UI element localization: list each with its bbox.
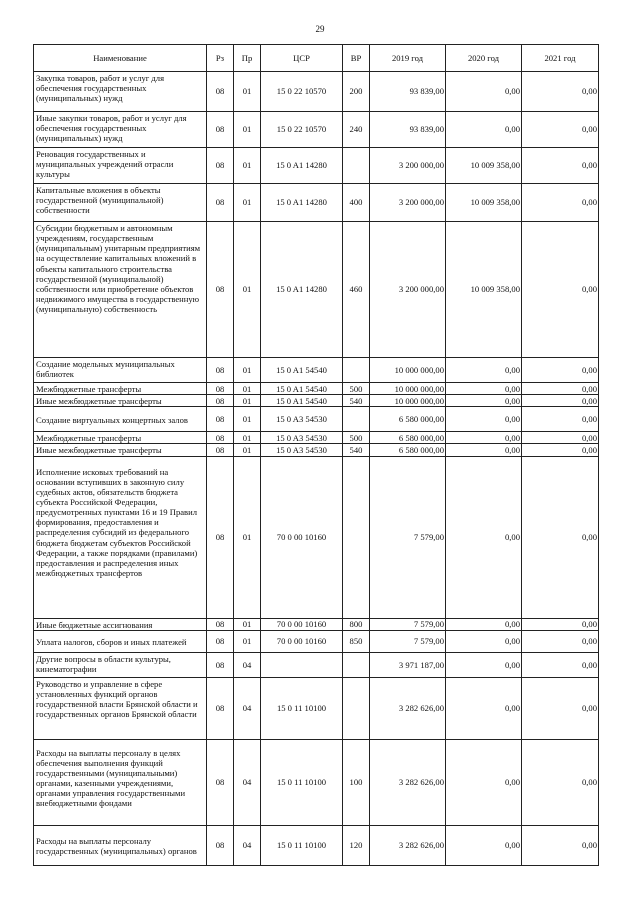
row-2020: 0,00: [446, 383, 522, 395]
row-vr: [343, 652, 370, 677]
row-2019: 93 839,00: [370, 112, 446, 148]
row-pr: 01: [234, 630, 261, 652]
row-name: Межбюджетные трансферты: [34, 432, 207, 444]
row-csr: 15 0 A1 14280: [261, 148, 343, 184]
row-2021: 0,00: [522, 72, 599, 112]
row-2020: 0,00: [446, 407, 522, 432]
table-row: [34, 222, 599, 358]
row-rz: 08: [207, 456, 234, 618]
table-row: [34, 444, 599, 456]
row-2020: 0,00: [446, 72, 522, 112]
row-2019: 93 839,00: [370, 72, 446, 112]
header-name: Наименование: [34, 45, 207, 72]
row-2019: 7 579,00: [370, 618, 446, 630]
row-rz: 08: [207, 739, 234, 825]
row-vr: [343, 148, 370, 184]
row-2019: 3 200 000,00: [370, 184, 446, 222]
row-2021: 0,00: [522, 652, 599, 677]
row-rz: 08: [207, 72, 234, 112]
row-2020: 0,00: [446, 112, 522, 148]
table-row: [34, 618, 599, 630]
row-2021: 0,00: [522, 222, 599, 358]
row-csr: 15 0 22 10570: [261, 112, 343, 148]
row-2019: 3 282 626,00: [370, 825, 446, 865]
budget-table: [33, 44, 599, 866]
row-2020: 0,00: [446, 456, 522, 618]
row-csr: 15 0 11 10100: [261, 677, 343, 739]
row-vr: 400: [343, 184, 370, 222]
table-row: [34, 148, 599, 184]
table-row: [34, 407, 599, 432]
row-2020: 0,00: [446, 618, 522, 630]
row-2021: 0,00: [522, 432, 599, 444]
row-csr: 15 0 A1 54540: [261, 383, 343, 395]
table-row: [34, 630, 599, 652]
row-2020: 0,00: [446, 432, 522, 444]
row-vr: 800: [343, 618, 370, 630]
row-name: Создание виртуальных концертных залов: [34, 407, 207, 432]
row-2020: 0,00: [446, 652, 522, 677]
row-rz: 08: [207, 358, 234, 383]
row-2021: 0,00: [522, 383, 599, 395]
row-pr: 04: [234, 825, 261, 865]
row-csr: 15 0 A3 54530: [261, 444, 343, 456]
row-rz: 08: [207, 222, 234, 358]
row-vr: 460: [343, 222, 370, 358]
row-csr: 70 0 00 10160: [261, 630, 343, 652]
row-2020: 0,00: [446, 444, 522, 456]
header-pr: Пр: [234, 45, 261, 72]
row-vr: 240: [343, 112, 370, 148]
row-2020: 0,00: [446, 739, 522, 825]
row-2021: 0,00: [522, 677, 599, 739]
row-name: Иные межбюджетные трансферты: [34, 444, 207, 456]
table-header: [34, 45, 599, 72]
row-rz: 08: [207, 432, 234, 444]
row-2020: 10 009 358,00: [446, 148, 522, 184]
row-2020: 0,00: [446, 630, 522, 652]
row-csr: 15 0 A1 54540: [261, 358, 343, 383]
table-row: [34, 652, 599, 677]
row-name: Иные закупки товаров, работ и услуг для обеспечения государственных (муниципальных) нужд: [34, 112, 207, 148]
row-vr: 500: [343, 432, 370, 444]
row-pr: 01: [234, 358, 261, 383]
row-vr: [343, 456, 370, 618]
table-row: [34, 395, 599, 407]
header-2021: 2021 год: [522, 45, 599, 72]
row-pr: 01: [234, 407, 261, 432]
row-rz: 08: [207, 383, 234, 395]
table-row: [34, 825, 599, 865]
row-name: Создание модельных муниципальных библиотек: [34, 358, 207, 383]
row-rz: 08: [207, 444, 234, 456]
table-row: [34, 677, 599, 739]
header-vr: ВР: [343, 45, 370, 72]
row-2019: 3 971 187,00: [370, 652, 446, 677]
header-rz: Рз: [207, 45, 234, 72]
row-2021: 0,00: [522, 739, 599, 825]
row-pr: 04: [234, 652, 261, 677]
row-pr: 01: [234, 112, 261, 148]
table-row: [34, 184, 599, 222]
row-vr: 540: [343, 444, 370, 456]
row-rz: 08: [207, 395, 234, 407]
table-row: [34, 739, 599, 825]
table-row: [34, 456, 599, 618]
row-name: Расходы на выплаты персоналу в целях обеспечения выполнения функций государственными (муниципальными) органами, казенными учреждениями, органами управления государственными внебюджетными фондами: [34, 739, 207, 825]
row-csr: 15 0 A3 54530: [261, 432, 343, 444]
row-2020: 10 009 358,00: [446, 184, 522, 222]
row-2019: 10 000 000,00: [370, 383, 446, 395]
row-rz: 08: [207, 652, 234, 677]
row-vr: 540: [343, 395, 370, 407]
row-name: Реновация государственных и муниципальных учреждений отрасли культуры: [34, 148, 207, 184]
header-2019: 2019 год: [370, 45, 446, 72]
row-name: Субсидии бюджетным и автономным учреждениям, государственным (муниципальным) унитарным предприятиям на осуществление капитальных вложений в объекты капитального строительства государственной (муниципальной) собственности или приобретение объектов недвижимого имущества в государственную (муниципальную) собственность: [34, 222, 207, 358]
row-2020: 0,00: [446, 825, 522, 865]
page-number: 29: [315, 24, 325, 34]
row-vr: 100: [343, 739, 370, 825]
row-rz: 08: [207, 618, 234, 630]
row-csr: 15 0 A3 54530: [261, 407, 343, 432]
row-name: Другие вопросы в области культуры, кинематографии: [34, 652, 207, 677]
row-csr: 15 0 A1 54540: [261, 395, 343, 407]
row-rz: 08: [207, 184, 234, 222]
table-row: [34, 358, 599, 383]
row-name: Иные бюджетные ассигнования: [34, 618, 207, 630]
header-2020: 2020 год: [446, 45, 522, 72]
row-2019: 3 282 626,00: [370, 677, 446, 739]
row-csr: 15 0 A1 14280: [261, 222, 343, 358]
row-rz: 08: [207, 630, 234, 652]
row-rz: 08: [207, 677, 234, 739]
row-pr: 01: [234, 395, 261, 407]
row-vr: [343, 407, 370, 432]
row-name: Иные межбюджетные трансферты: [34, 395, 207, 407]
row-2019: 7 579,00: [370, 630, 446, 652]
row-2019: 10 000 000,00: [370, 395, 446, 407]
row-2020: 0,00: [446, 358, 522, 383]
row-name: Межбюджетные трансферты: [34, 383, 207, 395]
row-pr: 01: [234, 383, 261, 395]
row-vr: 120: [343, 825, 370, 865]
table-row: [34, 112, 599, 148]
row-csr: 70 0 00 10160: [261, 618, 343, 630]
row-csr: 70 0 00 10160: [261, 456, 343, 618]
row-csr: [261, 652, 343, 677]
row-rz: 08: [207, 148, 234, 184]
row-2021: 0,00: [522, 148, 599, 184]
row-csr: 15 0 22 10570: [261, 72, 343, 112]
row-2019: 7 579,00: [370, 456, 446, 618]
row-pr: 01: [234, 222, 261, 358]
row-vr: [343, 677, 370, 739]
row-pr: 04: [234, 677, 261, 739]
row-2020: 0,00: [446, 395, 522, 407]
row-rz: 08: [207, 407, 234, 432]
row-vr: 850: [343, 630, 370, 652]
row-vr: [343, 358, 370, 383]
row-csr: 15 0 A1 14280: [261, 184, 343, 222]
row-csr: 15 0 11 10100: [261, 739, 343, 825]
row-csr: 15 0 11 10100: [261, 825, 343, 865]
row-2021: 0,00: [522, 444, 599, 456]
row-2019: 3 200 000,00: [370, 148, 446, 184]
row-2020: 0,00: [446, 677, 522, 739]
row-2020: 10 009 358,00: [446, 222, 522, 358]
row-2019: 10 000 000,00: [370, 358, 446, 383]
row-2021: 0,00: [522, 112, 599, 148]
table-row: [34, 383, 599, 395]
row-vr: 500: [343, 383, 370, 395]
row-2021: 0,00: [522, 407, 599, 432]
table-row: [34, 432, 599, 444]
row-2021: 0,00: [522, 618, 599, 630]
row-name: Уплата налогов, сборов и иных платежей: [34, 630, 207, 652]
row-2019: 3 200 000,00: [370, 222, 446, 358]
row-name: Капитальные вложения в объекты государственной (муниципальной) собственности: [34, 184, 207, 222]
row-2019: 6 580 000,00: [370, 444, 446, 456]
row-name: Исполнение исковых требований на основании вступивших в законную силу судебных актов, обязательств бюджета субъекта Российской Федерации, предусмотренных пунктами 16 и 19 Правил формирования, предоставления и распределения субсидий из федерального бюджета бюджетам субъектов Российской Федерации, а также порядками (правилами) предоставления и распределения иных межбюджетных трансфертов: [34, 456, 207, 618]
row-2019: 6 580 000,00: [370, 432, 446, 444]
row-pr: 01: [234, 72, 261, 112]
row-name: Расходы на выплаты персоналу государственных (муниципальных) органов: [34, 825, 207, 865]
row-pr: 01: [234, 184, 261, 222]
row-pr: 04: [234, 739, 261, 825]
row-pr: 01: [234, 618, 261, 630]
row-pr: 01: [234, 444, 261, 456]
row-name: Руководство и управление в сфере установленных функций органов государственной власти Брянской области и государственных органов Брянской области: [34, 677, 207, 739]
row-2021: 0,00: [522, 630, 599, 652]
row-2019: 3 282 626,00: [370, 739, 446, 825]
row-2021: 0,00: [522, 184, 599, 222]
row-2021: 0,00: [522, 395, 599, 407]
row-2021: 0,00: [522, 825, 599, 865]
row-rz: 08: [207, 825, 234, 865]
row-vr: 200: [343, 72, 370, 112]
row-name: Закупка товаров, работ и услуг для обеспечения государственных (муниципальных) нужд: [34, 72, 207, 112]
row-2021: 0,00: [522, 358, 599, 383]
row-pr: 01: [234, 456, 261, 618]
row-rz: 08: [207, 112, 234, 148]
table-row: [34, 72, 599, 112]
row-pr: 01: [234, 432, 261, 444]
row-pr: 01: [234, 148, 261, 184]
row-2021: 0,00: [522, 456, 599, 618]
header-csr: ЦСР: [261, 45, 343, 72]
row-2019: 6 580 000,00: [370, 407, 446, 432]
